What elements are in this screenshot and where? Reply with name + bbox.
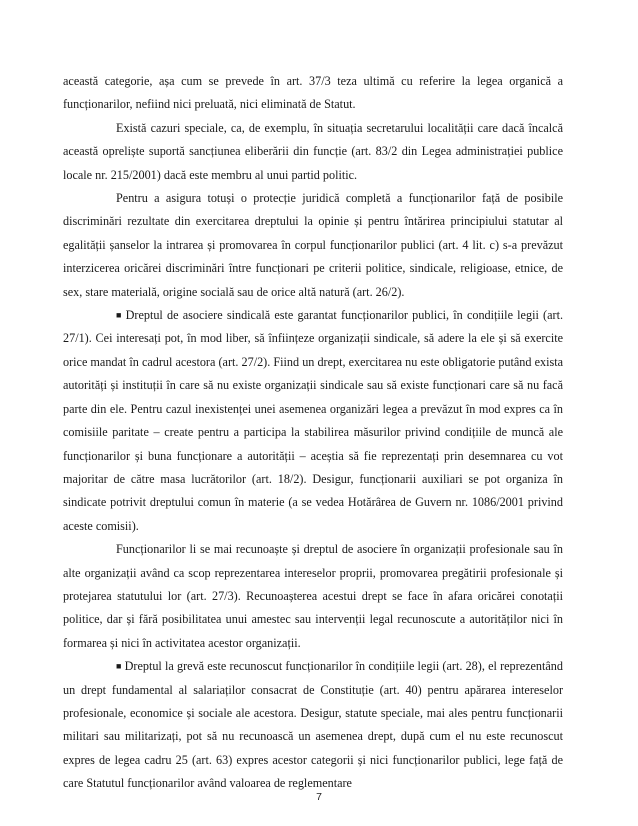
paragraph [63,187,563,304]
paragraph [63,538,563,655]
paragraph-text: Dreptul la grevă este recunoscut funcționarilor în condițiile legii (art. 28), el reprezentând un drept fundamental al salariaților consacrat de Constituție (art. 40) pentru apărarea intereselor profesionale, economice și sociale ale acestora. Desigur, statute speciale, mai ales pentru funcționarii militari sau militarizați, pot să nu recunoască un asemenea drept, după cum el nu este recunoscut expres de legea cadru 25 (art. 63) expres acestor categorii și nici funcționarilor publici, lege față de care Statutul funcționarilor având valoarea de reglementare [63,659,563,791]
paragraph-text: Funcționarilor li se mai recunoaște și dreptul de asociere în organizații profesionale sau în alte organizații având ca scop reprezentarea intereselor proprii, promovarea pregătirii profesionale și protejarea statutului lor (art. 27/3). Recunoașterea acestui drept se face în afara oricărei conotații politice, dar și fără posibilitatea unui amestec sau intervenții legal recunoscute a autorităților nici în formarea și nici în activitatea acestor organizații. [63,542,563,650]
square-bullet-icon: ■ [116,310,123,321]
paragraph-text: Dreptul de asociere sindicală este garantat funcționarilor publici, în condițiile legii (art. 27/1). Cei interesați pot, în mod liber, să înființeze organizații sindicale, să adere la ele și să exercite orice mandat în cadrul acestora (art. 27/2). Fiind un drept, exercitarea nu este obligatorie putând exista autorități și instituții în care să nu existe organizații sindicale sau să existe funcționari care să nu facă parte din ele. Pentru cazul inexistenței unei asemenea organizări legea a prevăzut în mod expres ca în comisiile paritate – create pentru a participa la stabilirea măsurilor privind condițiile de muncă ale funcționarilor și buna funcționare a autorității – aceștia să fie reprezentați prin desemnarea cu vot majoritar de către masa lucrătorilor (art. 18/2). Desigur, funcționarii auxiliari se pot organiza în sindicate potrivit dreptului comun în materie (a se vedea Hotărârea de Guvern nr. 1086/2001 privind aceste comisii). [63,308,563,533]
paragraph-text: această categorie, așa cum se prevede în art. 37/3 teza ultimă cu referire la legea organică a funcționarilor, nefiind nici preluată, nici eliminată de Statut. [63,74,563,112]
paragraph-text: Există cazuri speciale, ca, de exemplu, în situația secretarului localității care dacă încalcă această opreliște suportă sancțiunea eliberării din funcție (art. 83/2 din Legea administrației publice locale nr. 215/2001) dacă este membru al unui partid politic. [63,120,563,182]
body-text [63,70,563,796]
square-bullet-icon: ■ [116,661,122,672]
paragraph [63,70,563,117]
bullet-paragraph [63,655,563,795]
paragraph-text: Pentru a asigura totuși o protecție juridică completă a funcționarilor față de posibile discriminări rezultate din exercitarea dreptului la opinie și pentru întărirea principiului statutar al egalității șanselor la intrarea și promovarea în corpul funcționarilor publici (art. 4 lit. c) s-a prevăzut interzicerea oricărei discriminări între funcționari pe criterii politice, sindicale, religioase, etnice, de sex, stare materială, origine socială sau de orice altă natură (art. 26/2). [63,191,563,299]
paragraph [63,117,563,187]
page-number: 7 [316,791,322,803]
bullet-paragraph [63,304,563,538]
